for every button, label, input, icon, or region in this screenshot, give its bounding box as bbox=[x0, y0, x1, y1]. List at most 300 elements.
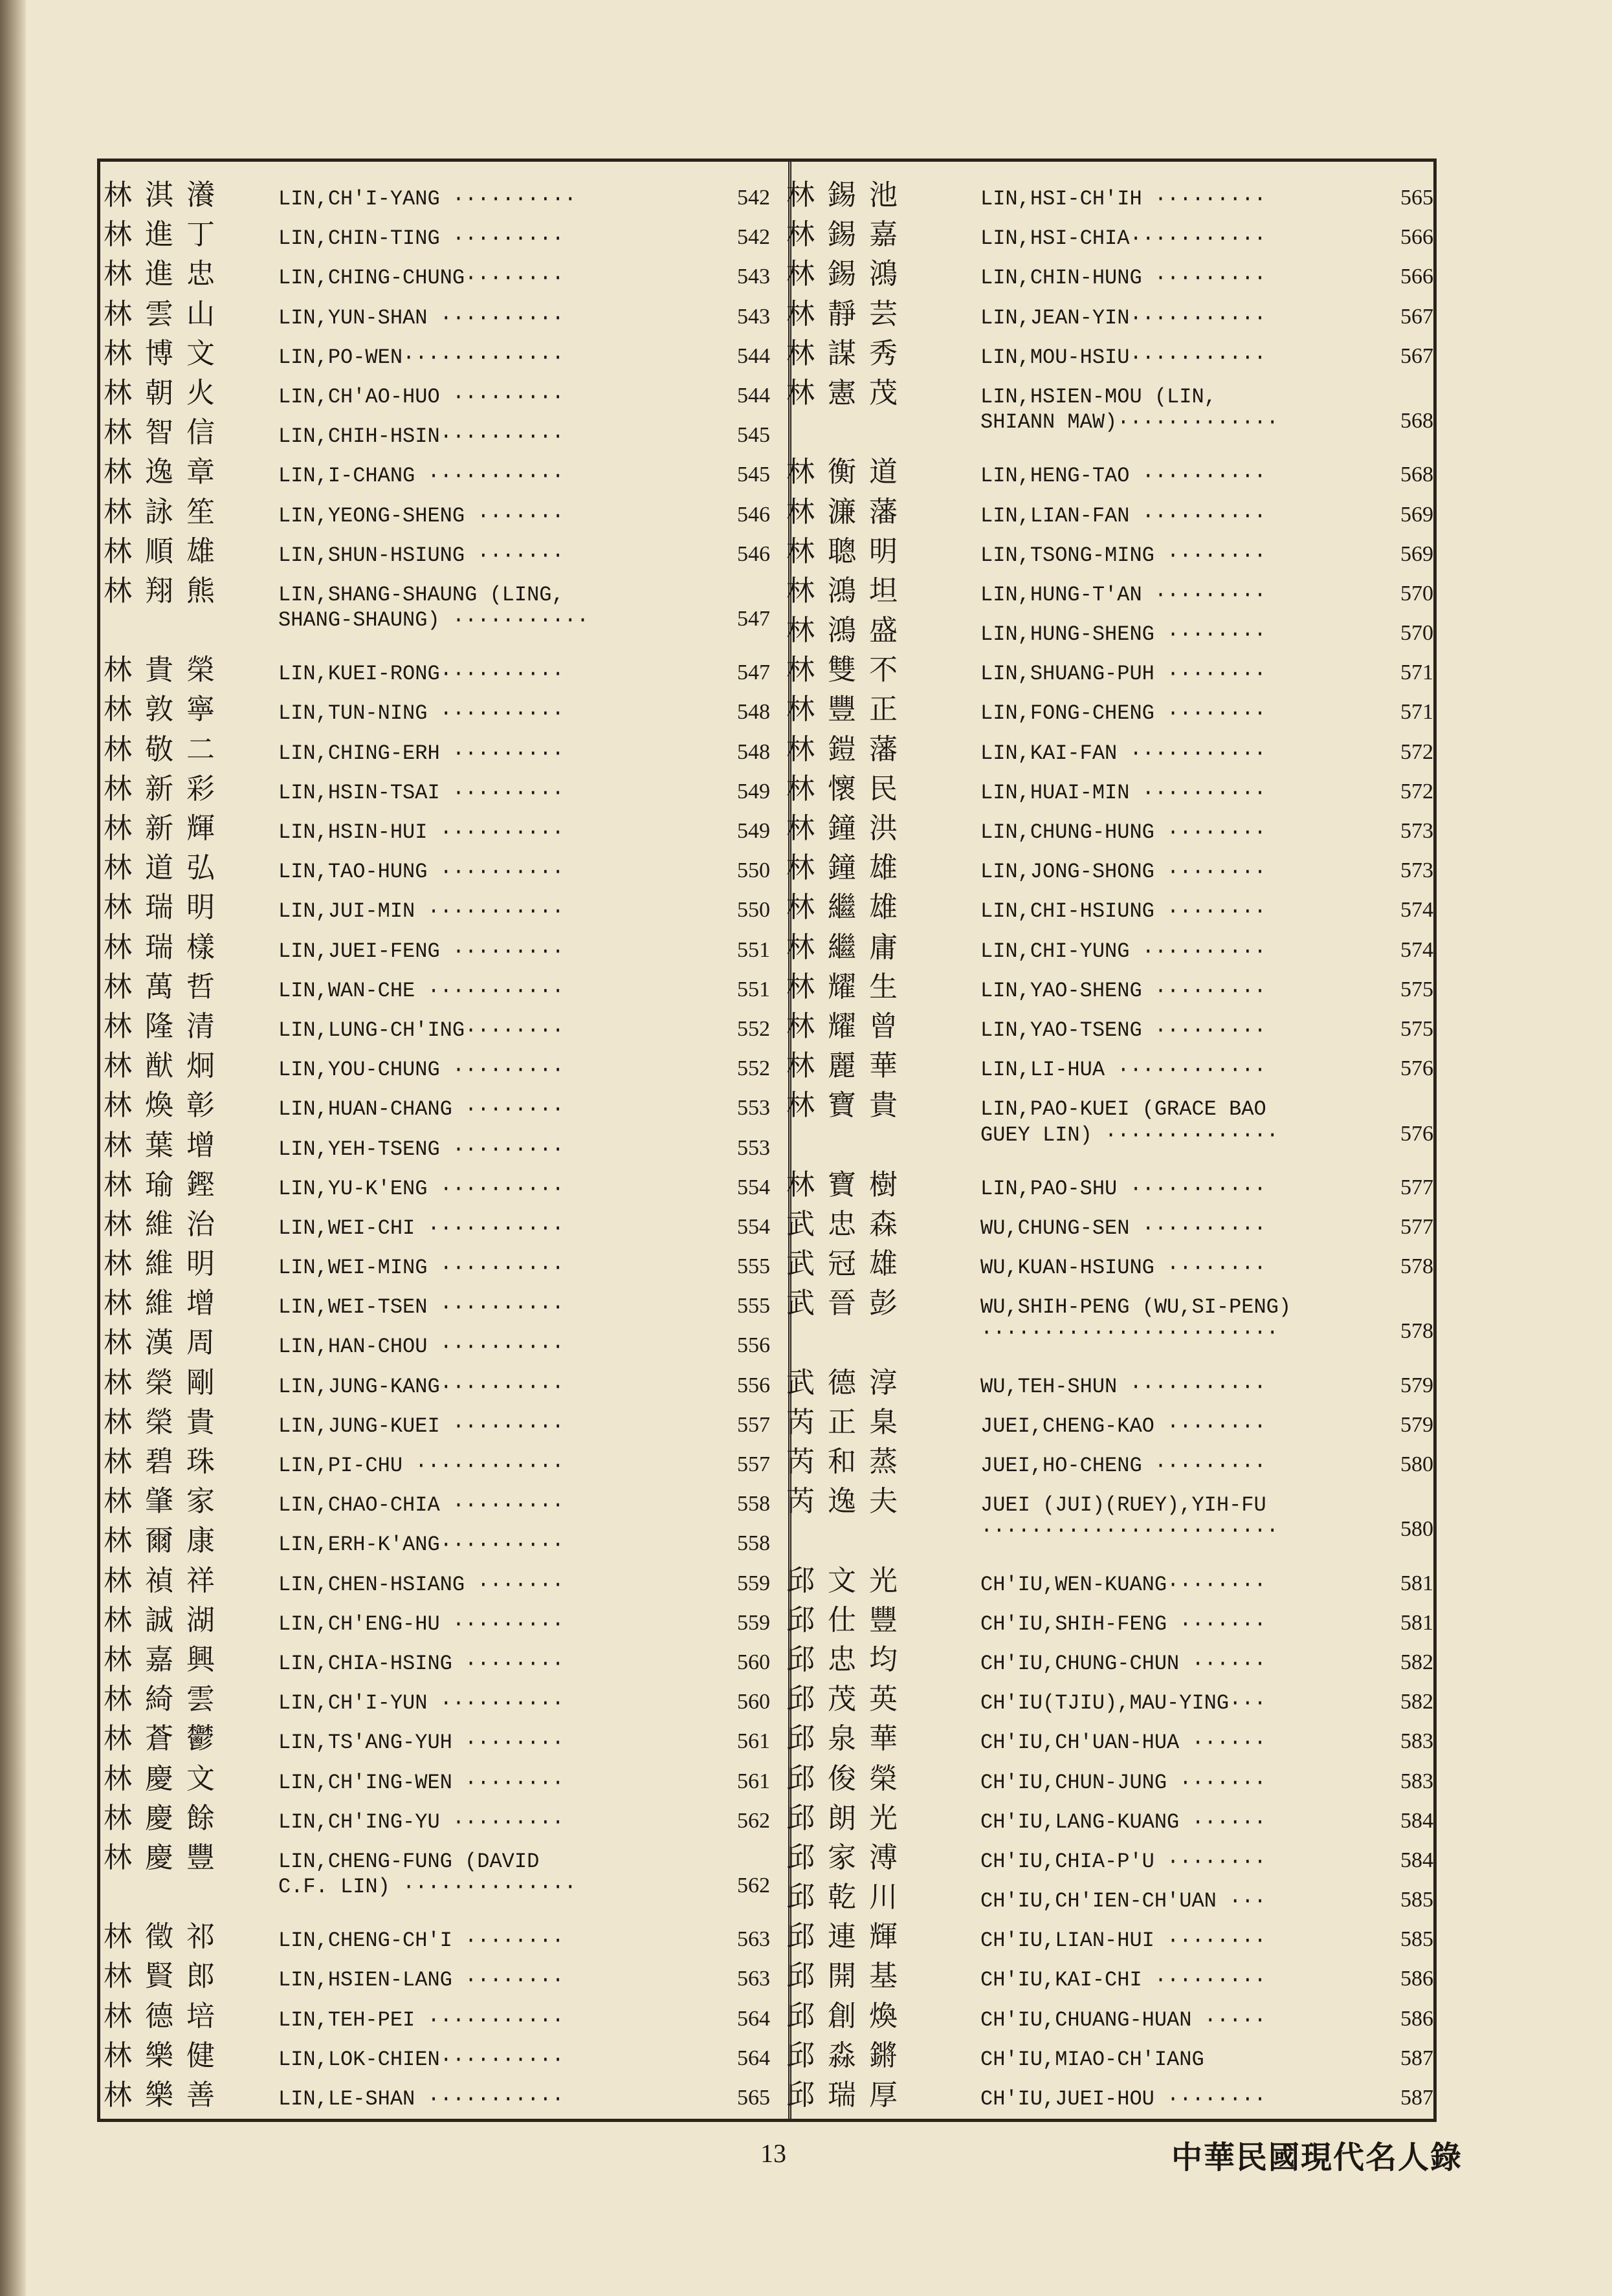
entry-romanization: LIN,TEH-PEI ··········· bbox=[278, 2007, 564, 2032]
entry-chinese-name: 林維增 bbox=[104, 1287, 228, 1320]
entry-romanization: CH'IU,KAI-CHI ········· bbox=[980, 1968, 1266, 1993]
entry-romanization: LIN,I-CHANG ··········· bbox=[278, 464, 564, 488]
entry-chinese-name: 林爾康 bbox=[104, 1524, 228, 1558]
entry-page-number: 552 bbox=[737, 1016, 770, 1041]
entry-romanization: LIN,CH'AO-HUO ········· bbox=[278, 384, 564, 409]
index-entry bbox=[104, 726, 770, 765]
entry-page-number: 576 bbox=[1400, 1121, 1433, 1146]
index-entry bbox=[786, 488, 1433, 528]
entry-romanization: LIN,KAI-FAN ··········· bbox=[980, 741, 1266, 765]
entry-romanization: CH'IU,WEN-KUANG········ bbox=[980, 1572, 1266, 1597]
entry-romanization: LIN,WEI-TSEN ·········· bbox=[278, 1295, 564, 1320]
entry-chinese-name: 林錫鴻 bbox=[786, 257, 911, 291]
entry-romanization: LIN,CHAO-CHIA ········· bbox=[278, 1493, 564, 1518]
entry-page-number: 556 bbox=[737, 1333, 770, 1358]
index-entry bbox=[104, 528, 770, 567]
index-entry bbox=[786, 1676, 1433, 1715]
entry-romanization: ························ bbox=[980, 1518, 1279, 1543]
entry-romanization: LIN,HSIN-TSAI ········· bbox=[278, 780, 564, 805]
entry-chinese-name: 林朝火 bbox=[104, 376, 228, 410]
entry-romanization: LIN,HSIEN-LANG ········ bbox=[278, 1968, 564, 1993]
entry-page-number: 555 bbox=[737, 1294, 770, 1318]
entry-chinese-name: 林寶貴 bbox=[786, 1089, 911, 1122]
entry-page-number: 544 bbox=[737, 344, 770, 368]
entry-romanization: LIN,CHIN-TING ········· bbox=[278, 226, 564, 251]
entry-chinese-name: 林濂藩 bbox=[786, 495, 911, 529]
index-entry bbox=[786, 1755, 1433, 1795]
entry-page-number: 561 bbox=[737, 1769, 770, 1793]
entry-page-number: 563 bbox=[737, 1967, 770, 1991]
index-entry bbox=[104, 805, 770, 844]
entry-romanization: LIN,FONG-CHENG ········ bbox=[980, 701, 1266, 726]
entry-romanization: LIN,JEAN-YIN··········· bbox=[980, 305, 1266, 330]
entry-chinese-name: 林榮貴 bbox=[104, 1405, 228, 1439]
entry-page-number: 553 bbox=[737, 1135, 770, 1160]
index-entry bbox=[104, 1913, 770, 1952]
entry-chinese-name: 林詠笙 bbox=[104, 495, 228, 529]
entry-romanization: LIN,TUN-NING ·········· bbox=[278, 701, 564, 726]
index-entry bbox=[786, 1201, 1433, 1240]
index-entry bbox=[104, 1676, 770, 1715]
entry-romanization: LIN,YEONG-SHENG ······· bbox=[278, 503, 564, 528]
entry-chinese-name: 林順雄 bbox=[104, 534, 228, 568]
index-entry bbox=[786, 1161, 1433, 1201]
entry-chinese-name: 邱仕豐 bbox=[786, 1603, 911, 1637]
entry-chinese-name: 林進忠 bbox=[104, 257, 228, 291]
entry-page-number: 567 bbox=[1400, 344, 1433, 368]
entry-page-number: 562 bbox=[737, 1808, 770, 1833]
entry-chinese-name: 林綺雲 bbox=[104, 1683, 228, 1716]
entry-chinese-name: 邱朗光 bbox=[786, 1801, 911, 1835]
index-entry bbox=[786, 1952, 1433, 1992]
entry-romanization: LIN,TSONG-MING ········ bbox=[980, 543, 1266, 567]
entry-chinese-name: 邱瑞厚 bbox=[786, 2079, 911, 2112]
index-entry bbox=[104, 607, 770, 646]
entry-chinese-name: 林瑞樣 bbox=[104, 930, 228, 964]
entry-page-number: 587 bbox=[1400, 2046, 1433, 2070]
index-entry bbox=[104, 963, 770, 1003]
index-entry bbox=[104, 1240, 770, 1280]
entry-romanization: CH'IU,MIAO-CH'IANG bbox=[980, 2047, 1204, 2072]
index-entry bbox=[104, 1319, 770, 1359]
entry-chinese-name: 林錫嘉 bbox=[786, 218, 911, 252]
entry-romanization: CH'IU,CHIA-P'U ········ bbox=[980, 1849, 1266, 1874]
index-entry bbox=[786, 211, 1433, 250]
index-entry bbox=[104, 1636, 770, 1676]
index-entry bbox=[104, 646, 770, 686]
entry-page-number: 584 bbox=[1400, 1808, 1433, 1833]
entry-chinese-name: 林慶豐 bbox=[104, 1841, 228, 1874]
entry-page-number: 546 bbox=[737, 502, 770, 527]
entry-romanization: CH'IU,LIAN-HUI ········ bbox=[980, 1929, 1266, 1953]
index-entry bbox=[104, 1438, 770, 1478]
entry-page-number: 571 bbox=[1400, 661, 1433, 685]
index-entry bbox=[786, 1438, 1433, 1478]
entry-page-number: 579 bbox=[1400, 1412, 1433, 1437]
index-entry bbox=[104, 1359, 770, 1399]
entry-romanization: CH'IU,CHUANG-HUAN ····· bbox=[980, 2007, 1266, 2032]
index-entry bbox=[786, 369, 1433, 409]
entry-romanization: LIN,CHING-CHUNG········ bbox=[278, 266, 564, 290]
index-entry bbox=[104, 924, 770, 963]
entry-page-number: 554 bbox=[737, 1175, 770, 1199]
entry-chinese-name: 武德淳 bbox=[786, 1366, 911, 1399]
entry-chinese-name: 林鐘雄 bbox=[786, 851, 911, 885]
entry-page-number: 560 bbox=[737, 1650, 770, 1674]
entry-page-number: 549 bbox=[737, 779, 770, 804]
entry-romanization: LIN,CHENG-FUNG (DAVID bbox=[278, 1849, 540, 1874]
entry-chinese-name: 林新輝 bbox=[104, 812, 228, 845]
entry-chinese-name: 林徵祁 bbox=[104, 1920, 228, 1954]
index-entry bbox=[104, 369, 770, 409]
index-entry bbox=[104, 290, 770, 330]
entry-page-number: 570 bbox=[1400, 581, 1433, 606]
index-entry bbox=[786, 1636, 1433, 1676]
index-entry bbox=[786, 1715, 1433, 1755]
entry-chinese-name: 林翔熊 bbox=[104, 574, 228, 607]
entry-romanization: LIN,WEI-MING ·········· bbox=[278, 1256, 564, 1280]
index-entry bbox=[786, 844, 1433, 884]
entry-page-number: 585 bbox=[1400, 1927, 1433, 1952]
entry-chinese-name: 林麗華 bbox=[786, 1049, 911, 1083]
entry-romanization: LIN,JUNG-KUEI ········· bbox=[278, 1414, 564, 1438]
entry-chinese-name: 林敬二 bbox=[104, 732, 228, 766]
index-entry bbox=[786, 1399, 1433, 1438]
entry-chinese-name: 芮和蒸 bbox=[786, 1445, 911, 1478]
entry-romanization: LIN,YAO-SHENG ········· bbox=[980, 978, 1266, 1003]
entry-romanization: GUEY LIN) ·············· bbox=[980, 1122, 1279, 1147]
index-entry bbox=[104, 1952, 770, 1992]
entry-romanization: LIN,HSI-CH'IH ········· bbox=[980, 187, 1266, 211]
index-entry bbox=[786, 1874, 1433, 1913]
entry-page-number: 560 bbox=[737, 1690, 770, 1714]
entry-romanization: CH'IU(TJIU),MAU-YING··· bbox=[980, 1691, 1266, 1716]
index-entry bbox=[104, 1122, 770, 1161]
entry-page-number: 579 bbox=[1400, 1373, 1433, 1397]
index-entry bbox=[786, 1280, 1433, 1319]
entry-romanization: WU,CHUNG-SEN ·········· bbox=[980, 1216, 1266, 1240]
entry-romanization: LIN,CHEN-HSIANG ······· bbox=[278, 1572, 564, 1597]
entry-chinese-name: 林樂善 bbox=[104, 2079, 228, 2112]
entry-chinese-name: 林聰明 bbox=[786, 534, 911, 568]
entry-romanization: LIN,HSIN-HUI ·········· bbox=[278, 820, 564, 844]
entry-page-number: 566 bbox=[1400, 265, 1433, 289]
entry-page-number: 559 bbox=[737, 1610, 770, 1635]
index-entry bbox=[104, 1715, 770, 1755]
entry-page-number: 586 bbox=[1400, 2006, 1433, 2031]
entry-page-number: 558 bbox=[737, 1492, 770, 1516]
index-entry bbox=[786, 1042, 1433, 1082]
entry-page-number: 582 bbox=[1400, 1650, 1433, 1674]
index-entry bbox=[104, 1042, 770, 1082]
index-entry bbox=[104, 1874, 770, 1913]
entry-romanization: LIN,YOU-CHUNG ········· bbox=[278, 1058, 564, 1082]
entry-page-number: 580 bbox=[1400, 1517, 1433, 1542]
entry-romanization: LIN,HUNG-T'AN ········· bbox=[980, 582, 1266, 607]
entry-romanization: LIN,LUNG-CH'ING········ bbox=[278, 1018, 564, 1042]
entry-romanization: LIN,SHANG-SHAUNG (LING, bbox=[278, 582, 564, 607]
entry-chinese-name: 林誠湖 bbox=[104, 1603, 228, 1637]
entry-chinese-name: 林繼庸 bbox=[786, 930, 911, 964]
entry-romanization: CH'IU,CH'IEN-CH'UAN ··· bbox=[980, 1889, 1266, 1914]
book-gutter-shadow bbox=[0, 0, 26, 2296]
entry-page-number: 550 bbox=[737, 898, 770, 923]
entry-romanization: LIN,MOU-HSIU··········· bbox=[980, 345, 1266, 369]
entry-page-number: 573 bbox=[1400, 819, 1433, 843]
entry-page-number: 574 bbox=[1400, 937, 1433, 962]
entry-romanization: LIN,CHUNG-HUNG ········ bbox=[980, 820, 1266, 844]
entry-page-number: 543 bbox=[737, 265, 770, 289]
entry-chinese-name: 林鐘洪 bbox=[786, 812, 911, 845]
index-entry bbox=[104, 1755, 770, 1795]
entry-page-number: 542 bbox=[737, 225, 770, 250]
entry-romanization: LIN,WEI-CHI ··········· bbox=[278, 1216, 564, 1240]
entry-romanization: JUEI (JUI)(RUEY),YIH-FU bbox=[980, 1493, 1266, 1518]
entry-chinese-name: 林憲茂 bbox=[786, 376, 911, 410]
entry-page-number: 585 bbox=[1400, 1888, 1433, 1912]
index-entry bbox=[786, 1557, 1433, 1597]
entry-page-number: 543 bbox=[737, 304, 770, 329]
entry-chinese-name: 林漢周 bbox=[104, 1326, 228, 1360]
entry-chinese-name: 林衡道 bbox=[786, 455, 911, 489]
entry-chinese-name: 邱連輝 bbox=[786, 1920, 911, 1954]
entry-chinese-name: 林豐正 bbox=[786, 693, 911, 727]
entry-chinese-name: 林進丁 bbox=[104, 218, 228, 252]
entry-page-number: 566 bbox=[1400, 225, 1433, 250]
entry-chinese-name: 林維明 bbox=[104, 1247, 228, 1281]
index-entry bbox=[104, 1280, 770, 1319]
entry-romanization: CH'IU,CHUNG-CHUN ······ bbox=[980, 1651, 1266, 1676]
entry-romanization: CH'IU,SHIH-FENG ······· bbox=[980, 1612, 1266, 1636]
entry-chinese-name: 林雙不 bbox=[786, 653, 911, 687]
entry-romanization: LIN,HAN-CHOU ·········· bbox=[278, 1335, 564, 1359]
entry-romanization: LIN,YAO-TSENG ········· bbox=[980, 1018, 1266, 1042]
entry-chinese-name: 林慶文 bbox=[104, 1762, 228, 1795]
entry-page-number: 547 bbox=[737, 661, 770, 685]
entry-chinese-name: 林萬哲 bbox=[104, 970, 228, 1003]
entry-page-number: 545 bbox=[737, 463, 770, 487]
index-entry bbox=[786, 1913, 1433, 1952]
entry-romanization: LIN,PAO-KUEI (GRACE BAO bbox=[980, 1097, 1266, 1122]
entry-romanization: LIN,CHI-HSIUNG ········ bbox=[980, 899, 1266, 924]
index-entry bbox=[104, 171, 770, 211]
right-index-column bbox=[786, 171, 1433, 2111]
entry-page-number: 565 bbox=[737, 2086, 770, 2110]
index-entry bbox=[786, 1122, 1433, 1161]
entry-chinese-name: 邱俊榮 bbox=[786, 1762, 911, 1795]
entry-romanization: LIN,YUN-SHAN ·········· bbox=[278, 305, 564, 330]
index-entry bbox=[104, 211, 770, 250]
entry-page-number: 575 bbox=[1400, 1016, 1433, 1041]
entry-page-number: 575 bbox=[1400, 977, 1433, 1001]
page-number: 13 bbox=[760, 2139, 786, 2168]
entry-chinese-name: 林樂健 bbox=[104, 2039, 228, 2072]
index-entry bbox=[104, 488, 770, 528]
entry-romanization: LIN,CH'ING-WEN ········ bbox=[278, 1770, 564, 1795]
entry-chinese-name: 林謀秀 bbox=[786, 336, 911, 370]
index-entry bbox=[786, 290, 1433, 330]
entry-page-number: 586 bbox=[1400, 1967, 1433, 1991]
entry-romanization: LIN,HSI-CHIA··········· bbox=[980, 226, 1266, 251]
entry-page-number: 583 bbox=[1400, 1729, 1433, 1754]
entry-page-number: 583 bbox=[1400, 1769, 1433, 1793]
index-entry bbox=[786, 2032, 1433, 2072]
entry-page-number: 569 bbox=[1400, 502, 1433, 527]
index-entry bbox=[786, 567, 1433, 607]
entry-chinese-name: 武冠雄 bbox=[786, 1247, 911, 1281]
entry-chinese-name: 林博文 bbox=[104, 336, 228, 370]
index-entry bbox=[104, 1478, 770, 1517]
entry-chinese-name: 邱淼鏘 bbox=[786, 2039, 911, 2072]
index-entry bbox=[104, 448, 770, 488]
index-entry bbox=[104, 250, 770, 290]
entry-romanization: LIN,JUEI-FENG ········· bbox=[278, 939, 564, 963]
entry-romanization: LIN,SHUANG-PUH ········ bbox=[980, 662, 1266, 686]
entry-page-number: 554 bbox=[737, 1214, 770, 1239]
index-entry bbox=[104, 884, 770, 923]
entry-romanization: LIN,CH'ENG-HU ········· bbox=[278, 1612, 564, 1636]
entry-page-number: 561 bbox=[737, 1729, 770, 1754]
entry-romanization: CH'IU,CH'UAN-HUA ······ bbox=[980, 1731, 1266, 1755]
entry-romanization: LIN,YU-K'ENG ·········· bbox=[278, 1176, 564, 1201]
entry-chinese-name: 林德培 bbox=[104, 1999, 228, 2033]
index-entry bbox=[786, 1240, 1433, 1280]
entry-chinese-name: 林維治 bbox=[104, 1207, 228, 1241]
entry-page-number: 551 bbox=[737, 937, 770, 962]
index-entry bbox=[786, 686, 1433, 725]
entry-page-number: 557 bbox=[737, 1452, 770, 1476]
index-entry bbox=[104, 1517, 770, 1557]
entry-page-number: 571 bbox=[1400, 700, 1433, 725]
entry-romanization: SHIANN MAW)············· bbox=[980, 410, 1279, 435]
entry-romanization: WU,SHIH-PENG (WU,SI-PENG) bbox=[980, 1295, 1292, 1320]
entry-romanization: LIN,JUI-MIN ··········· bbox=[278, 899, 564, 924]
entry-page-number: 562 bbox=[737, 1874, 770, 1898]
index-entry bbox=[104, 1082, 770, 1121]
index-entry bbox=[786, 171, 1433, 211]
entry-chinese-name: 林耀生 bbox=[786, 970, 911, 1003]
index-entry bbox=[104, 2072, 770, 2111]
entry-chinese-name: 林榮剛 bbox=[104, 1366, 228, 1399]
entry-romanization: LIN,TS'ANG-YUH ········ bbox=[278, 1731, 564, 1755]
entry-chinese-name: 林靜芸 bbox=[786, 297, 911, 331]
entry-page-number: 558 bbox=[737, 1531, 770, 1556]
entry-chinese-name: 林鴻坦 bbox=[786, 574, 911, 607]
index-entry bbox=[786, 963, 1433, 1003]
entry-page-number: 572 bbox=[1400, 739, 1433, 764]
entry-page-number: 573 bbox=[1400, 858, 1433, 883]
entry-romanization: LIN,YEH-TSENG ········· bbox=[278, 1137, 564, 1161]
entry-romanization: LIN,LI-HUA ············ bbox=[980, 1058, 1266, 1082]
entry-romanization: LIN,WAN-CHE ··········· bbox=[278, 978, 564, 1003]
entry-chinese-name: 林禎祥 bbox=[104, 1564, 228, 1597]
entry-chinese-name: 林貴榮 bbox=[104, 653, 228, 687]
entry-page-number: 546 bbox=[737, 541, 770, 566]
entry-romanization: LIN,HENG-TAO ·········· bbox=[980, 464, 1266, 488]
entry-page-number: 572 bbox=[1400, 779, 1433, 804]
entry-romanization: LIN,ERH-K'ANG·········· bbox=[278, 1533, 564, 1557]
entry-romanization: LIN,HUNG-SHENG ········ bbox=[980, 622, 1266, 647]
entry-chinese-name: 林新彩 bbox=[104, 772, 228, 805]
index-entry bbox=[786, 2072, 1433, 2111]
entry-chinese-name: 林錫池 bbox=[786, 179, 911, 212]
entry-chinese-name: 林懷民 bbox=[786, 772, 911, 805]
entry-page-number: 547 bbox=[737, 607, 770, 631]
left-index-column bbox=[104, 171, 770, 2111]
index-entry bbox=[104, 765, 770, 805]
index-entry bbox=[786, 646, 1433, 686]
index-entry bbox=[786, 607, 1433, 646]
entry-page-number: 578 bbox=[1400, 1319, 1433, 1344]
entry-romanization: LIN,CHIN-HUNG ········· bbox=[980, 266, 1266, 290]
entry-page-number: 582 bbox=[1400, 1690, 1433, 1714]
index-entry bbox=[786, 448, 1433, 488]
entry-page-number: 565 bbox=[1400, 186, 1433, 210]
entry-chinese-name: 林猷炯 bbox=[104, 1049, 228, 1083]
entry-page-number: 570 bbox=[1400, 621, 1433, 646]
entry-romanization: LIN,HUAI-MIN ·········· bbox=[980, 780, 1266, 805]
entry-page-number: 557 bbox=[737, 1412, 770, 1437]
entry-romanization: LIN,CHIH-HSIN·········· bbox=[278, 424, 564, 449]
entry-chinese-name: 林鴻盛 bbox=[786, 614, 911, 648]
entry-romanization: LIN,CH'I-YUN ·········· bbox=[278, 1691, 564, 1716]
index-entry bbox=[786, 1003, 1433, 1042]
entry-romanization: ························ bbox=[980, 1320, 1279, 1345]
entry-page-number: 581 bbox=[1400, 1610, 1433, 1635]
index-entry bbox=[104, 409, 770, 448]
entry-page-number: 576 bbox=[1400, 1056, 1433, 1081]
index-entry bbox=[786, 1478, 1433, 1517]
index-entry bbox=[104, 567, 770, 607]
entry-romanization: LIN,TAO-HUNG ·········· bbox=[278, 860, 564, 884]
entry-page-number: 550 bbox=[737, 858, 770, 883]
entry-page-number: 587 bbox=[1400, 2086, 1433, 2110]
entry-page-number: 548 bbox=[737, 739, 770, 764]
entry-chinese-name: 林繼雄 bbox=[786, 891, 911, 924]
entry-page-number: 556 bbox=[737, 1373, 770, 1397]
entry-page-number: 549 bbox=[737, 819, 770, 843]
entry-romanization: C.F. LIN) ·············· bbox=[278, 1875, 577, 1899]
index-entry bbox=[786, 726, 1433, 765]
index-entry bbox=[786, 528, 1433, 567]
entry-romanization: LIN,KUEI-RONG·········· bbox=[278, 662, 564, 686]
entry-page-number: 567 bbox=[1400, 304, 1433, 329]
index-entry bbox=[104, 1993, 770, 2032]
entry-page-number: 574 bbox=[1400, 898, 1433, 923]
entry-page-number: 564 bbox=[737, 2006, 770, 2031]
index-entry bbox=[104, 1161, 770, 1201]
entry-chinese-name: 林葉增 bbox=[104, 1128, 228, 1162]
entry-page-number: 563 bbox=[737, 1927, 770, 1952]
index-entry bbox=[786, 1597, 1433, 1636]
entry-chinese-name: 林敦寧 bbox=[104, 693, 228, 727]
entry-page-number: 581 bbox=[1400, 1571, 1433, 1595]
entry-romanization: LIN,CH'I-YANG ·········· bbox=[278, 187, 577, 211]
index-entry bbox=[786, 409, 1433, 448]
entry-chinese-name: 邱創煥 bbox=[786, 1999, 911, 2033]
entry-romanization: LIN,CHI-YUNG ·········· bbox=[980, 939, 1266, 963]
index-entry bbox=[786, 250, 1433, 290]
entry-romanization: LIN,CHENG-CH'I ········ bbox=[278, 1929, 564, 1953]
entry-chinese-name: 林智信 bbox=[104, 416, 228, 450]
index-entry bbox=[104, 1399, 770, 1438]
entry-chinese-name: 林鎧藩 bbox=[786, 732, 911, 766]
index-entry bbox=[786, 1359, 1433, 1399]
entry-chinese-name: 林雲山 bbox=[104, 297, 228, 331]
entry-chinese-name: 邱乾川 bbox=[786, 1881, 911, 1914]
entry-romanization: LIN,JUNG-KANG·········· bbox=[278, 1374, 564, 1399]
entry-romanization: WU,TEH-SHUN ··········· bbox=[980, 1374, 1266, 1399]
